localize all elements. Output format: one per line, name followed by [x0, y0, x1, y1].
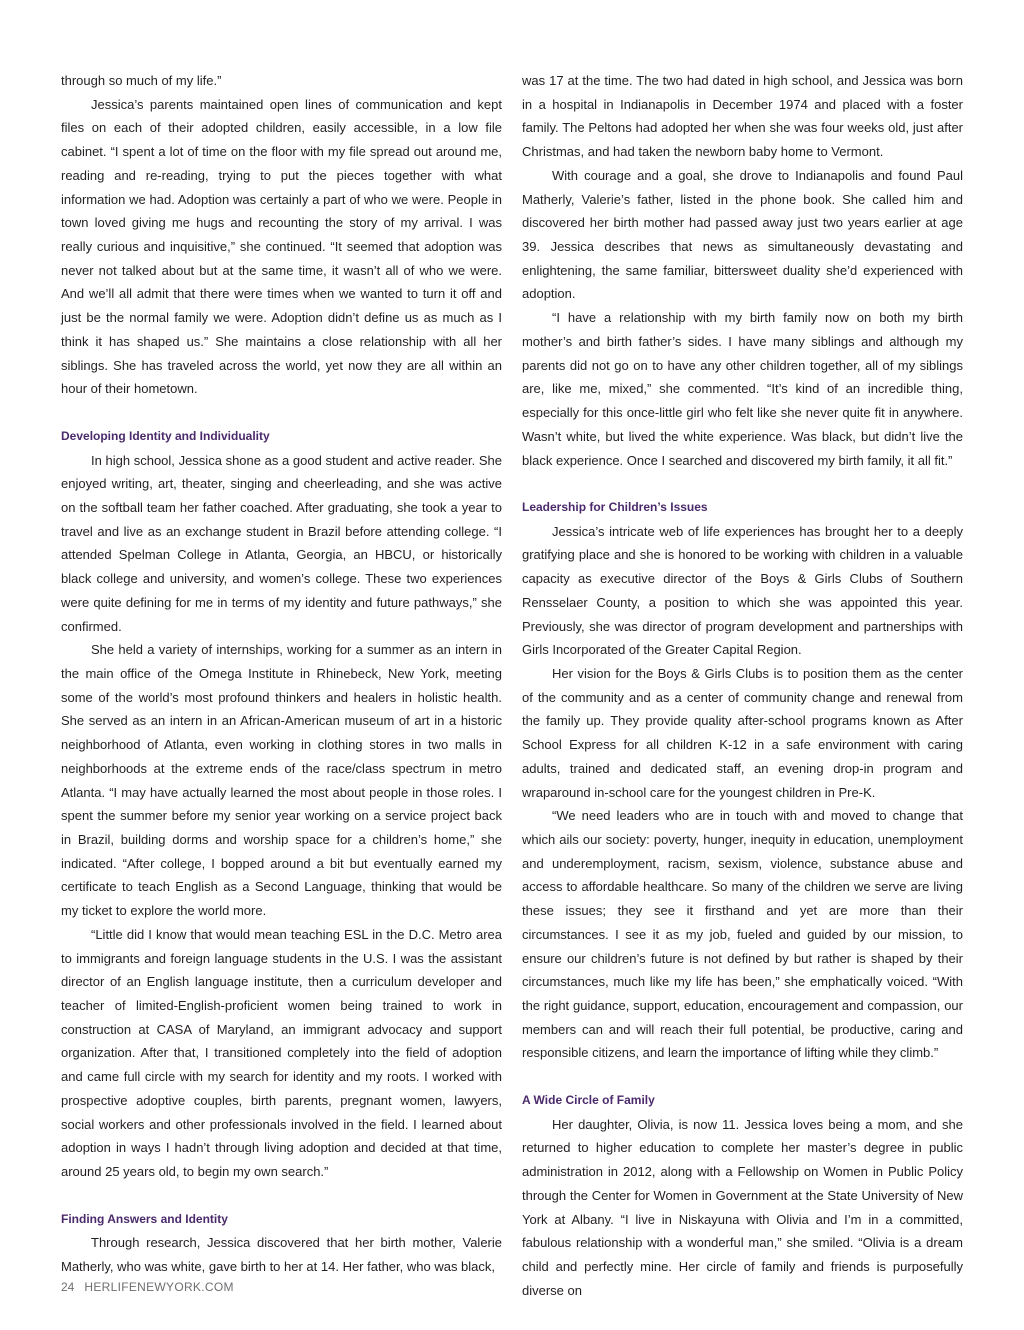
paragraph: She held a variety of internships, working for a summer as an intern in the main office of the Omega Institute in Rhinebeck, New York, meeting some of the world’s most profound thinkers and healers in holistic health. She served as an intern in an African-American museum of art in a historic neighborhood of Atlanta, even working in clothing stores in two malls in neighborhoods at the extreme ends of the race/class spectrum in metro Atlanta. “I may have actually learned the most about people in those roles. I spent the summer before my senior year working on a service project back in Brazil, building dorms and worship space for a children’s home,” she indicated. “After college, I bopped around a bit but eventually earned my certificate to teach English as a Second Language, thinking that would be my ticket to explore the world more. [61, 642, 502, 919]
paragraph: With courage and a goal, she drove to Indianapolis and found Paul Matherly, Valerie’s father, listed in the phone book. She called him and discovered her birth mother had passed away just two years earlier at age 39. Jessica describes that news as simultaneously devastating and enlightening, the same familiar, bittersweet duality she’d experienced with adoption. [522, 167, 963, 302]
paragraph: through so much of my life.” [61, 73, 222, 88]
page-footer [61, 1280, 234, 1294]
paragraph: Jessica’s parents maintained open lines of communication and kept files on each of their adopted children, easily accessible, in a low file cabinet. “I spent a lot of time on the floor with my file spread out around me, reading and re-reading, trying to put the pieces together with what information we had. Adoption was certainly a part of who we were. People in town loved giving me hugs and recounting the story of my arrival. I was really curious and inquisitive,” she continued. “It seemed that adoption was never not talked about but at the same time, it wasn’t all of who we were. And we’ll all admit that there were times when we wanted to turn it off and just be the normal family we were. Adoption didn’t define us as much as I think it has shaped us.” She maintains a close relationship with all her siblings. She has traveled across the world, yet now they are all within an hour of their hometown. [61, 96, 502, 397]
left-column [61, 69, 502, 1279]
paragraph: Her vision for the Boys & Girls Clubs is to position them as the center of the community and as a center of community change and renewal from the family up. They provide quality after-school programs known as After School Express for all children K-12 in a safe environment with caring adults, trained and dedicated staff, an evening drop-in program and wraparound in-school care for the youngest children in Pre-K. [522, 665, 963, 800]
paragraph: Her daughter, Olivia, is now 11. Jessica loves being a mom, and she returned to higher education to complete her master’s degree in public administration in 2012, along with a Fellowship on Women in Public Policy through the Center for Women in Government at the State University of New York at Albany. “I live in Niskayuna with Olivia and I’m in a committed, fabulous relationship with a wonderful man,” she smiled. “Olivia is a dream child and perfectly mine. Her circle of family and friends is purposefully diverse on [522, 1116, 963, 1298]
paragraph: Through research, Jessica discovered that her birth mother, Valerie Matherly, who was white, gave birth to her at 14. Her father, who was black, [61, 1235, 502, 1274]
website-name: HERLIFENEWYORK.COM [84, 1280, 234, 1294]
page-number: 24 [61, 1280, 75, 1294]
paragraph: In high school, Jessica shone as a good student and active reader. She enjoyed writing, art, theater, singing and cheerleading, and she was active on the softball team her father coached. After graduating, she took a year to travel and live as an exchange student in Brazil before attending college. “I attended Spelman College in Atlanta, Georgia, an HBCU, or historically black college and university, and women’s college. These two experiences were quite defining for me in terms of my identity and future pathways,” she confirmed. [61, 452, 502, 634]
section-heading-wide-circle: A Wide Circle of Family [522, 1092, 655, 1107]
right-column [522, 69, 963, 1302]
paragraph: “We need leaders who are in touch with and moved to change that which ails our society: poverty, hunger, inequity in education, unemployment and underemployment, racism, sexism, violence, substance abuse and access to affordable healthcare. So many of the children we serve are living these issues; they see it firsthand and yet are more than their circumstances. I see it as my job, fueled and guided by our mission, to ensure our children’s future is not defined by but rather is shaped by their circumstances, much like my life has been,” she emphatically voiced. “With the right guidance, support, education, encouragement and compassion, our members can and will reach their full potential, be productive, caring and responsible citizens, and learn the importance of lifting while they climb.” [522, 808, 963, 1061]
paragraph: “I have a relationship with my birth family now on both my birth mother’s and birth father’s sides. I have many siblings and although my parents did not go on to have any other children together, all of my siblings are, like me, mixed,” she commented. “It’s kind of an incredible thing, especially for this once-little girl who felt like she never quite fit in anywhere. Wasn’t white, but lived the white experience. Was black, but didn’t live the black experience. Once I searched and discovered my birth family, it all fit.” [522, 310, 963, 468]
section-heading-leadership: Leadership for Children’s Issues [522, 499, 708, 514]
paragraph: Jessica’s intricate web of life experiences has brought her to a deeply gratifying place and she is honored to be working with children in a valuable capacity as executive director of the Boys & Girls Clubs of Southern Rensselaer County, a position to which she was appointed this year. Previously, she was director of program development and partnerships with Girls Incorporated of the Greater Capital Region. [522, 523, 963, 658]
section-heading-developing-identity: Developing Identity and Individuality [61, 428, 270, 443]
section-heading-finding-answers: Finding Answers and Identity [61, 1211, 228, 1226]
paragraph: was 17 at the time. The two had dated in high school, and Jessica was born in a hospital in Indianapolis in December 1974 and placed with a foster family. The Peltons had adopted her when she was four weeks old, just after Christmas, and had taken the newborn baby home to Vermont. [522, 73, 963, 160]
paragraph: “Little did I know that would mean teaching ESL in the D.C. Metro area to immigrants and foreign language students in the U.S. I was the assistant director of an English language institute, then a curriculum developer and teacher of limited-English-proficient women being trained to work in construction at CASA of Maryland, an immigrant advocacy and support organization. After that, I transitioned completely into the field of adoption and came full circle with my search for identity and my roots. I worked with prospective adoptive couples, birth parents, pregnant women, lawyers, social workers and other professionals involved in the field. I learned about adoption in ways I hadn’t through living adoption and decided at that time, around 25 years old, to begin my own search.” [61, 926, 502, 1180]
